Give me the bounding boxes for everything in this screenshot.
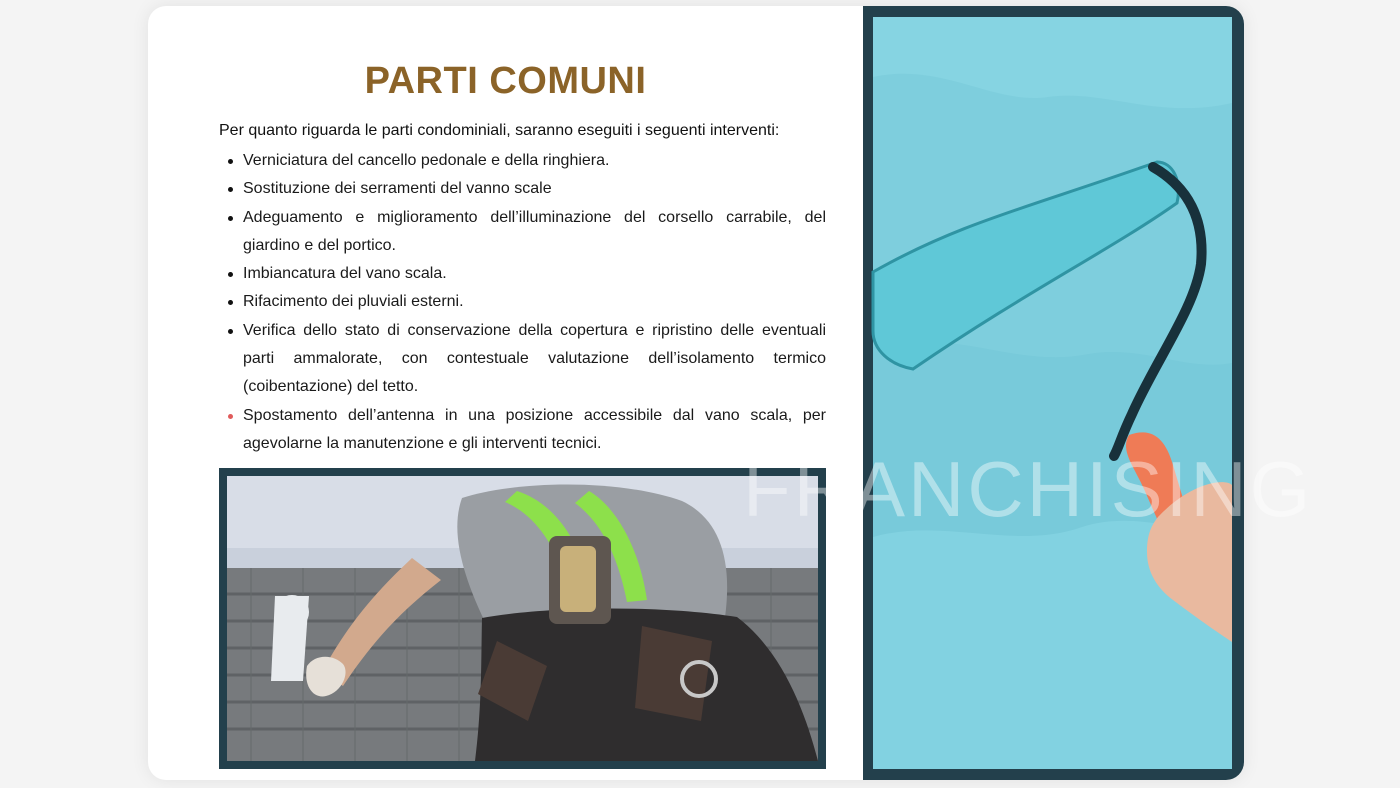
franchising-watermark: FRANCHISING (743, 445, 1314, 533)
roof-photo-frame (219, 468, 826, 769)
intro-paragraph: Per quanto riguarda le parti condominiali, saranno eseguiti i seguenti interventi: (219, 122, 780, 139)
interventions-list (219, 147, 826, 458)
content-column (148, 6, 863, 780)
paint-roller-photo (873, 17, 1232, 769)
roofer-photo (227, 476, 818, 761)
list-item: Rifacimento dei pluviali esterni. (243, 288, 826, 316)
paint-photo-panel (863, 6, 1244, 780)
document-page (148, 6, 1314, 780)
page-title: PARTI COMUNI (364, 60, 647, 102)
list-item: Adeguamento e miglioramento dell’illuminazione del corsello carrabile, del giardino e del portico. (243, 204, 826, 261)
list-item: Imbiancatura del vano scala. (243, 260, 826, 288)
list-item: Verifica dello stato di conservazione della copertura e ripristino delle eventuali parti ammalorate, con contestuale valutazione dell’isolamento termico (coibentazione) del tetto. (243, 317, 826, 402)
list-item: Sostituzione dei serramenti del vanno scale (243, 175, 826, 203)
list-item: Verniciatura del cancello pedonale e della ringhiera. (243, 147, 826, 175)
list-item: Spostamento dell’antenna in una posizione accessibile dal vano scala, per agevolarne la manutenzione e gli interventi tecnici. (243, 402, 826, 459)
